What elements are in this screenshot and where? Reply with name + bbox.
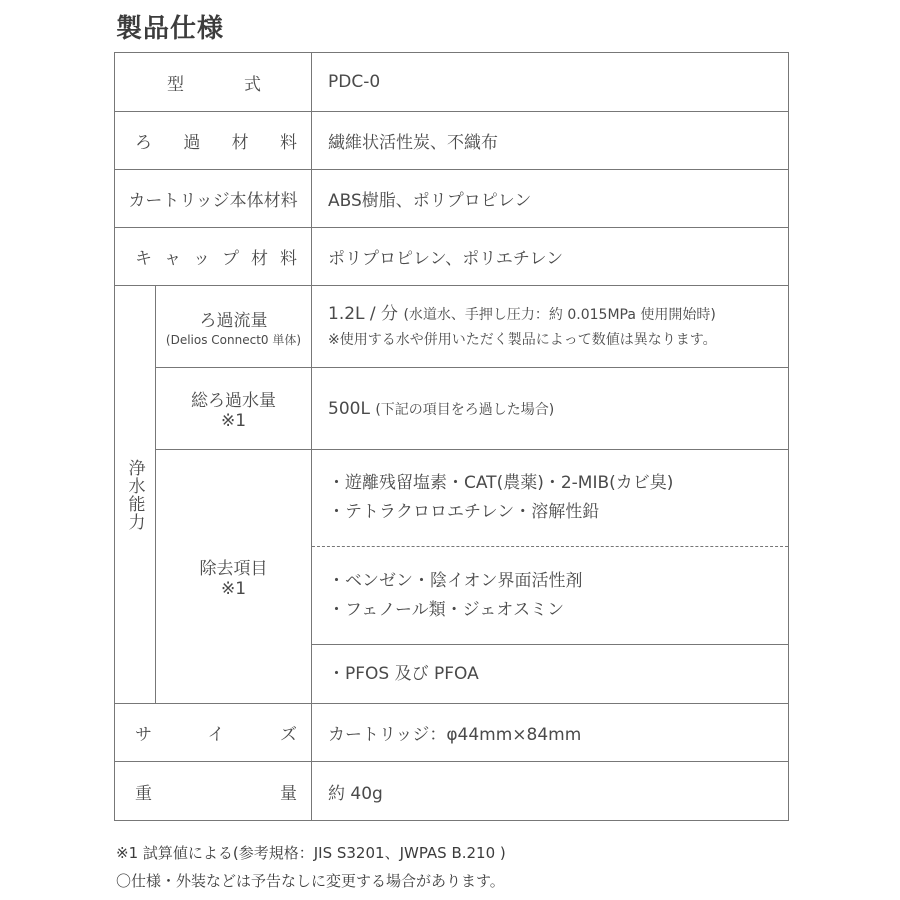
- row-flow: [115, 286, 789, 368]
- flow-label: ろ過流量 (Delios Connect0 単体): [156, 286, 312, 368]
- row-size: [115, 704, 789, 762]
- filter-material-value: 繊維状活性炭、不織布: [312, 112, 789, 170]
- filter-material-label: ろ 過 材 料: [115, 112, 312, 170]
- page-title: 製品仕様: [116, 14, 225, 44]
- cap-material-label: キ ャ ッ プ 材 料: [115, 228, 312, 286]
- size-value: カートリッジ：φ44mm×84mm: [312, 704, 789, 762]
- removal-value: [312, 450, 789, 704]
- cap-material-value: ポリプロピレン、ポリエチレン: [312, 228, 789, 286]
- purification-group-label: 浄水能力: [115, 286, 156, 704]
- row-total: [115, 368, 789, 450]
- spec-table: [114, 52, 789, 821]
- weight-value: 約 40g: [312, 762, 789, 821]
- cartridge-material-label: カートリッジ本体材料: [115, 170, 312, 228]
- removal-label: 除去項目 ※1: [156, 450, 312, 704]
- footnote-2: 〇仕様・外装などは予告なしに変更する場合があります。: [116, 872, 505, 890]
- footnote-1: ※1 試算値による(参考規格：JIS S3201、JWPAS B.210 ): [116, 844, 506, 862]
- row-filter-material: [115, 112, 789, 170]
- removal-group-3: ・PFOS 及び PFOA: [328, 663, 479, 684]
- model-value: PDC-0: [312, 53, 789, 112]
- flow-value: 1.2L / 分 (水道水、手押し圧力：約 0.015MPa 使用開始時) ※使用する水や併用いただく製品によって数値は異なります。: [312, 286, 789, 368]
- row-cap-material: [115, 228, 789, 286]
- size-label: サ イ ズ: [115, 704, 312, 762]
- total-value: 500L (下記の項目をろ過した場合): [312, 368, 789, 450]
- removal-group-1: ・遊離残留塩素・CAT(農薬)・2-MIB(カビ臭) ・テトラクロロエチレン・溶解性鉛: [312, 450, 788, 547]
- row-model: [115, 53, 789, 112]
- row-weight: [115, 762, 789, 821]
- model-label: 型 式: [115, 53, 312, 112]
- row-removal: [115, 450, 789, 704]
- removal-group-2: ・ベンゼン・陰イオン界面活性剤 ・フェノール類・ジェオスミン: [312, 547, 788, 645]
- total-label: 総ろ過水量 ※1: [156, 368, 312, 450]
- weight-label: 重 量: [115, 762, 312, 821]
- cartridge-material-value: ABS樹脂、ポリプロピレン: [312, 170, 789, 228]
- row-cartridge-material: [115, 170, 789, 228]
